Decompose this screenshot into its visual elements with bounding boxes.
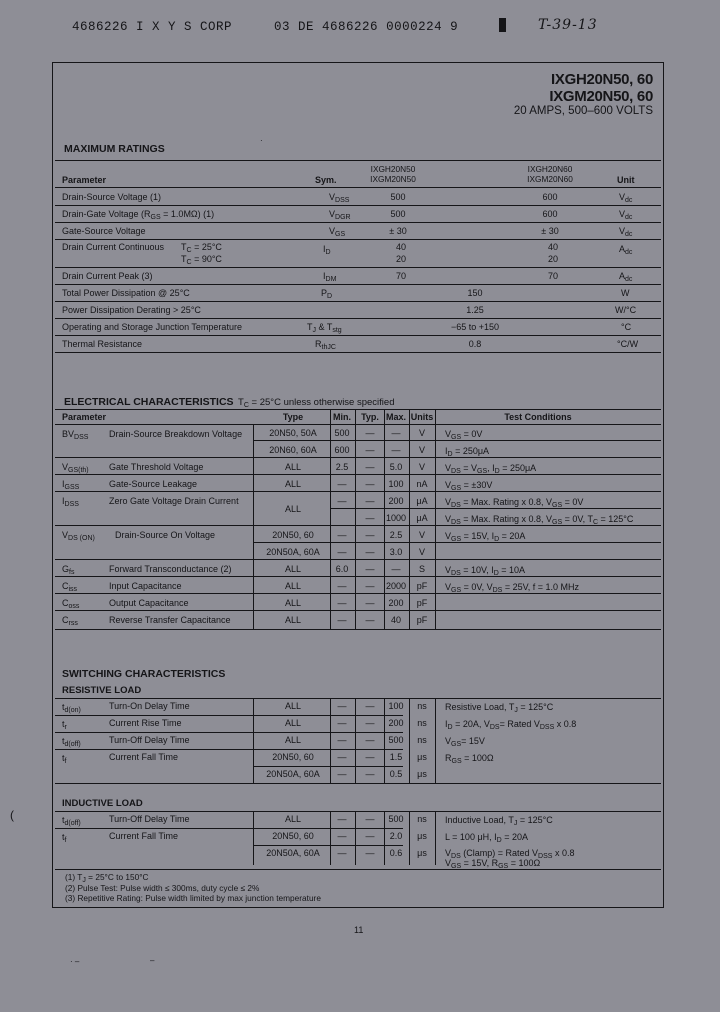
ec-col-typ: Typ.	[361, 412, 379, 422]
ec-test: $V_{GS} = 0V$, $V_{DS} = 25V$, f = 1.0 MHz	[445, 582, 580, 594]
divider	[55, 811, 661, 812]
dot: ·	[260, 136, 263, 145]
ec-type: 20N50, 60	[272, 530, 314, 540]
sw-max: 100	[388, 701, 404, 711]
vline	[355, 698, 356, 783]
ec-type: ALL	[284, 598, 302, 608]
divider	[55, 749, 403, 750]
divider	[55, 525, 661, 526]
mr-param: Drain Current Peak (3)	[62, 271, 153, 281]
ec-max: 1000	[385, 513, 407, 523]
ec-unit: pF	[416, 615, 428, 625]
ind-sym: $t_f$	[62, 832, 67, 844]
ec-desc: Input Capacitance	[109, 581, 182, 591]
sw-desc: Turn-On Delay Time	[109, 701, 190, 711]
ec-test: $V_{GS} = \pm 30V$	[445, 480, 493, 492]
ind-test-2: $V_{GS} = 15V$, $R_{GS} = 100\Omega$	[445, 858, 541, 870]
ec-unit: V	[418, 428, 426, 438]
ec-typ: —	[365, 598, 375, 608]
mr-param: Operating and Storage Junction Temperature	[62, 322, 242, 332]
mr-value-n60: 600	[542, 209, 558, 219]
ec-sym: $V_{DS (ON)}$	[62, 530, 95, 542]
sw-min: —	[337, 769, 347, 779]
ec-type: ALL	[284, 504, 302, 514]
mr-value-n50: 70	[395, 271, 407, 281]
divider	[55, 474, 661, 475]
sw-unit: μs	[417, 752, 427, 762]
vline	[435, 698, 436, 783]
mr-value-n60b: 20	[547, 254, 559, 264]
mr-param: Drain-Gate Voltage $(R_{GS} = 1.0M\Omega)$ (1)	[62, 209, 215, 221]
sw-min: —	[337, 735, 347, 745]
divider	[55, 869, 661, 870]
ec-typ: —	[365, 428, 375, 438]
ec-max: 2000	[385, 581, 407, 591]
mr-value-n50: 500	[390, 209, 406, 219]
mr-sym: $V_{DGR}$	[329, 209, 351, 221]
ec-type: ALL	[284, 479, 302, 489]
datasheet-panel	[52, 62, 664, 908]
scan-artifact: · –	[70, 957, 80, 966]
resistive-title: RESISTIVE LOAD	[62, 685, 142, 696]
vline	[355, 811, 356, 865]
sw-typ: —	[365, 752, 375, 762]
vline	[435, 409, 436, 630]
ec-type: ALL	[284, 564, 302, 574]
ec-test: $V_{DS}$ = Max. Rating x 0.8, $V_{GS} = 0V$, $T_C = 125^\circ C$	[445, 514, 634, 526]
divider	[55, 352, 661, 353]
ind-desc: Current Fall Time	[109, 831, 179, 841]
ec-min: —	[337, 496, 347, 506]
sw-test: $R_{GS} = 100\Omega$	[445, 753, 494, 765]
divider	[55, 715, 403, 716]
ec-test: $V_{DS}$ = Max. Rating x 0.8, $V_{GS} = 0V$	[445, 497, 584, 509]
sw-max: 500	[388, 735, 404, 745]
divider	[55, 457, 661, 458]
mr-sym: $V_{GS}$	[329, 226, 346, 238]
mr-value-n50: 40	[395, 242, 407, 252]
footnote: (1) $T_J = 25^\circ C$ to 150°C	[65, 872, 149, 884]
sw-max: 200	[388, 718, 404, 728]
sw-unit: μs	[417, 769, 427, 779]
divider	[253, 440, 661, 441]
vline	[384, 698, 385, 783]
ind-min: —	[337, 814, 347, 824]
ec-max: —	[391, 445, 401, 455]
mr-unit: W/°C	[615, 305, 637, 315]
ec-typ: —	[365, 564, 375, 574]
ec-typ: —	[365, 445, 375, 455]
ec-desc: Drain-Source Breakdown Voltage	[109, 429, 243, 439]
sw-test: Resistive Load, $T_J = 125^\circ C$	[445, 702, 554, 714]
col-unit: Unit	[617, 175, 635, 185]
mr-param: Thermal Resistance	[62, 339, 143, 349]
ec-type: ALL	[284, 615, 302, 625]
ec-test: $I_D = 250\mu A$	[445, 446, 490, 458]
ec-unit: V	[418, 530, 426, 540]
ind-typ: —	[365, 831, 375, 841]
mr-unit: $V_{dc}$	[619, 209, 633, 221]
mr-value-n50: ± 30	[389, 226, 407, 236]
divider	[253, 845, 403, 846]
ec-type: ALL	[284, 581, 302, 591]
ec-unit: μA	[416, 513, 428, 523]
vline	[330, 409, 331, 630]
mr-param: Drain Current Continuous	[62, 242, 165, 252]
page-number: 11	[354, 925, 364, 935]
vline	[435, 811, 436, 865]
vline	[409, 811, 410, 865]
sw-unit: ns	[417, 701, 427, 711]
sw-unit: ns	[417, 735, 427, 745]
sw-sym: $t_r$	[62, 719, 67, 731]
ec-typ: —	[365, 530, 375, 540]
vline	[409, 698, 410, 783]
ind-unit: μs	[417, 848, 427, 858]
ec-unit: pF	[416, 598, 428, 608]
mr-unit: $V_{dc}$	[619, 192, 633, 204]
mr-param: Drain-Source Voltage (1)	[62, 192, 162, 202]
divider	[55, 301, 661, 302]
ec-col-units: Units	[410, 412, 434, 422]
divider	[55, 491, 661, 492]
mr-unit: $A_{dc}$	[619, 271, 633, 283]
ec-typ: —	[365, 615, 375, 625]
punch-hole-mark: (	[10, 808, 14, 822]
vline	[355, 409, 356, 630]
mr-value-all: 0.8	[468, 339, 482, 349]
divider	[55, 732, 403, 733]
ec-typ: —	[365, 513, 375, 523]
sw-typ: —	[365, 718, 375, 728]
ec-unit: V	[418, 445, 426, 455]
divider	[55, 610, 661, 611]
mr-param: Total Power Dissipation @ 25°C	[62, 288, 190, 298]
sw-test: $I_D = 20A$, $V_{DS}=$ Rated $V_{DSS}$ x 0.8	[445, 719, 577, 731]
ec-type: 20N50, 50A	[269, 428, 317, 438]
ec-max: 100	[388, 479, 404, 489]
col-n50-l1: IXGH20N50	[370, 164, 416, 174]
ec-max: 200	[388, 598, 404, 608]
divider	[253, 542, 661, 543]
sw-type: 20N50, 60	[272, 752, 314, 762]
divider	[55, 424, 661, 425]
mr-value-all: −65 to +150	[450, 322, 500, 332]
divider	[55, 409, 661, 410]
ec-desc: Forward Transconductance (2)	[109, 564, 232, 574]
divider	[55, 593, 661, 594]
ec-desc: Drain-Source On Voltage	[115, 530, 216, 540]
sw-sym: $t_{d(off)}$	[62, 736, 81, 748]
ec-unit: V	[418, 547, 426, 557]
ec-max: 5.0	[389, 462, 403, 472]
mr-value-n60: 600	[542, 192, 558, 202]
mr-value-n50: 500	[390, 192, 406, 202]
ec-test: $V_{DS} = 10V$, $I_D = 10A$	[445, 565, 526, 577]
ec-typ: —	[365, 462, 375, 472]
ec-min: —	[337, 615, 347, 625]
ind-unit: μs	[417, 831, 427, 841]
ec-col-param: Parameter	[62, 412, 107, 422]
ec-sym: $V_{GS(th)}$	[62, 462, 89, 474]
vline	[384, 811, 385, 865]
sw-typ: —	[365, 735, 375, 745]
ec-min: 600	[334, 445, 350, 455]
sw-unit: ns	[417, 718, 427, 728]
mr-value-n60: 40	[547, 242, 559, 252]
ec-max: 2.5	[389, 530, 403, 540]
ec-desc: Gate-Source Leakage	[109, 479, 198, 489]
mr-param: Gate-Source Voltage	[62, 226, 146, 236]
ind-test: Inductive Load, $T_J = 125^\circ C$	[445, 815, 553, 827]
ec-type: 20N60, 60A	[269, 445, 317, 455]
mr-value-n60: 70	[547, 271, 559, 281]
sw-min: —	[337, 701, 347, 711]
sw-type: ALL	[284, 735, 302, 745]
mr-value-n60: ± 30	[541, 226, 559, 236]
sw-desc: Current Fall Time	[109, 752, 179, 762]
col-n60-l1: IXGH20N60	[527, 164, 573, 174]
product-subtitle: 20 AMPS, 500–600 VOLTS	[513, 105, 653, 117]
sw-type: ALL	[284, 718, 302, 728]
ec-typ: —	[365, 581, 375, 591]
vline	[330, 698, 331, 783]
ind-type: ALL	[284, 814, 302, 824]
vline	[253, 811, 254, 865]
divider	[55, 222, 661, 223]
divider	[55, 783, 661, 784]
scan-company-text: 4686226 I X Y S CORP	[72, 20, 233, 34]
divider	[55, 698, 661, 699]
divider	[55, 576, 661, 577]
ec-col-max: Max.	[385, 412, 407, 422]
ec-max: —	[391, 564, 401, 574]
ind-typ: —	[365, 814, 375, 824]
mr-sym: $I_D$	[323, 244, 331, 256]
handwritten-note: T-39-13	[538, 17, 598, 33]
ec-min: —	[337, 598, 347, 608]
sw-desc: Current Rise Time	[109, 718, 182, 728]
sw-desc: Turn-Off Delay Time	[109, 735, 190, 745]
col-parameter: Parameter	[62, 175, 107, 185]
ec-max: 200	[388, 496, 404, 506]
col-n50-l2: IXGM20N50	[370, 174, 416, 184]
divider	[55, 629, 661, 630]
ind-min: —	[337, 831, 347, 841]
footnote: (3) Repetitive Rating: Pulse width limited by max junction temperature	[65, 893, 321, 903]
ec-test: $V_{GS} = 0V$	[445, 429, 483, 441]
sw-typ: —	[365, 701, 375, 711]
ec-desc: Gate Threshold Voltage	[109, 462, 204, 472]
divider	[55, 205, 661, 206]
ind-max: 0.6	[389, 848, 403, 858]
ec-min: —	[337, 581, 347, 591]
mr-unit: °C	[621, 322, 632, 332]
ec-min: 2.5	[335, 462, 349, 472]
ec-col-type: Type	[282, 412, 304, 422]
scan-mark	[499, 18, 506, 32]
divider	[55, 187, 661, 188]
divider	[55, 160, 661, 161]
ind-min: —	[337, 848, 347, 858]
ec-col-min: Min.	[333, 412, 351, 422]
ec-typ: —	[365, 479, 375, 489]
elec-title: ELECTRICAL CHARACTERISTICS $T_C = 25^\circ C$ unless otherwise specified	[64, 396, 395, 409]
mr-param: Power Dissipation Derating > 25°C	[62, 305, 201, 315]
sw-min: —	[337, 752, 347, 762]
divider	[55, 267, 661, 268]
ec-sym: $C_{iss}$	[62, 581, 78, 593]
sw-sym: $t_f$	[62, 753, 67, 765]
mr-sym: $R_{thJC}$	[315, 339, 336, 351]
ec-typ: —	[365, 496, 375, 506]
ind-max: 500	[388, 814, 404, 824]
col-n60-l2: IXGM20N60	[527, 174, 573, 184]
sw-min: —	[337, 718, 347, 728]
sw-test: $V_{GS}= 15V$	[445, 736, 485, 748]
mr-sym: $V_{DSS}$	[329, 192, 350, 204]
vline	[253, 698, 254, 783]
ec-type: 20N50A, 60A	[266, 547, 320, 557]
ind-unit: ns	[417, 814, 427, 824]
scan-header-line	[72, 20, 458, 34]
mr-value-all: 150	[467, 288, 483, 298]
part-number-1: IXGH20N50, 60	[551, 71, 653, 88]
mr-unit: W	[621, 288, 630, 298]
divider	[55, 559, 661, 560]
ec-unit: μA	[416, 496, 428, 506]
footnote: (2) Pulse Test: Pulse width ≤ 300ms, duty cycle ≤ 2%	[65, 883, 260, 893]
scan-artifact: –	[150, 956, 155, 965]
mr-unit: $A_{dc}$	[619, 244, 633, 256]
ec-min: —	[337, 530, 347, 540]
ec-unit: nA	[416, 479, 428, 489]
ind-test: $V_{DS}$ (Clamp) = Rated $V_{DSS}$ x 0.8	[445, 848, 575, 860]
mr-cond: $T_C = 90^\circ C$	[181, 254, 222, 266]
ec-min: 6.0	[335, 564, 349, 574]
ec-max: 40	[390, 615, 402, 625]
sw-type: ALL	[284, 701, 302, 711]
divider	[55, 318, 661, 319]
mr-unit: $V_{dc}$	[619, 226, 633, 238]
scan-code-text: 03 DE 4686226 0000224 9	[274, 20, 459, 34]
ec-max: —	[391, 428, 401, 438]
max-ratings-title: MAXIMUM RATINGS	[64, 143, 165, 155]
mr-value-all: 1.25	[466, 305, 484, 315]
col-sym: Sym.	[315, 175, 337, 185]
ec-sym: $I_{GSS}$	[62, 479, 80, 491]
divider	[55, 828, 403, 829]
divider	[55, 284, 661, 285]
ec-desc: Zero Gate Voltage Drain Current	[109, 496, 239, 506]
ec-col-test: Test Conditions	[504, 412, 572, 422]
ec-typ: —	[365, 547, 375, 557]
ec-test: $V_{GS} = 15V$, $I_D = 20A$	[445, 531, 526, 543]
mr-cond: $T_C = 25^\circ C$	[181, 242, 222, 254]
ec-desc: Output Capacitance	[109, 598, 189, 608]
sw-typ: —	[365, 769, 375, 779]
ec-sym: $BV_{DSS}$	[62, 429, 89, 441]
ind-typ: —	[365, 848, 375, 858]
ec-unit: V	[418, 462, 426, 472]
mr-sym: $P_D$	[321, 288, 333, 300]
ind-sym: $t_{d(off)}$	[62, 815, 81, 827]
vline	[330, 811, 331, 865]
ec-test: $V_{DS} = V_{GS}$, $I_D = 250\mu A$	[445, 463, 537, 475]
divider	[253, 766, 403, 767]
divider	[55, 239, 661, 240]
ec-sym: $I_{DSS}$	[62, 496, 79, 508]
sw-sym: $t_{d(on)}$	[62, 702, 81, 714]
part-number-2: IXGM20N50, 60	[549, 88, 653, 105]
ec-sym: $C_{oss}$	[62, 598, 80, 610]
vline	[384, 409, 385, 630]
divider	[55, 335, 661, 336]
ec-type: ALL	[284, 462, 302, 472]
mr-value-n50b: 20	[395, 254, 407, 264]
mr-sym: $I_{DM}$	[323, 271, 337, 283]
ec-unit: pF	[416, 581, 428, 591]
ind-max: 2.0	[389, 831, 403, 841]
switching-title: SWITCHING CHARACTERISTICS	[62, 668, 226, 680]
ec-max: 3.0	[389, 547, 403, 557]
sw-type: 20N50A, 60A	[266, 769, 320, 779]
ind-type: 20N50, 60	[272, 831, 314, 841]
inductive-title: INDUCTIVE LOAD	[62, 798, 143, 809]
ec-min: —	[337, 479, 347, 489]
vline	[409, 409, 410, 630]
divider	[330, 508, 661, 509]
sw-max: 0.5	[389, 769, 403, 779]
ind-test: L = 100 μH, $I_D = 20A$	[445, 832, 528, 844]
ind-type: 20N50A, 60A	[266, 848, 320, 858]
ec-unit: S	[418, 564, 426, 574]
ec-desc: Reverse Transfer Capacitance	[109, 615, 231, 625]
ind-desc: Turn-Off Delay Time	[109, 814, 190, 824]
mr-unit: °C/W	[617, 339, 639, 349]
sw-max: 1.5	[389, 752, 403, 762]
ec-sym: $G_{fs}$	[62, 564, 75, 576]
ec-min: —	[337, 547, 347, 557]
ec-sym: $C_{rss}$	[62, 615, 78, 627]
ec-min: 500	[334, 428, 350, 438]
mr-sym: $T_J$ & $T_{stg}$	[307, 322, 342, 334]
vline	[253, 424, 254, 630]
